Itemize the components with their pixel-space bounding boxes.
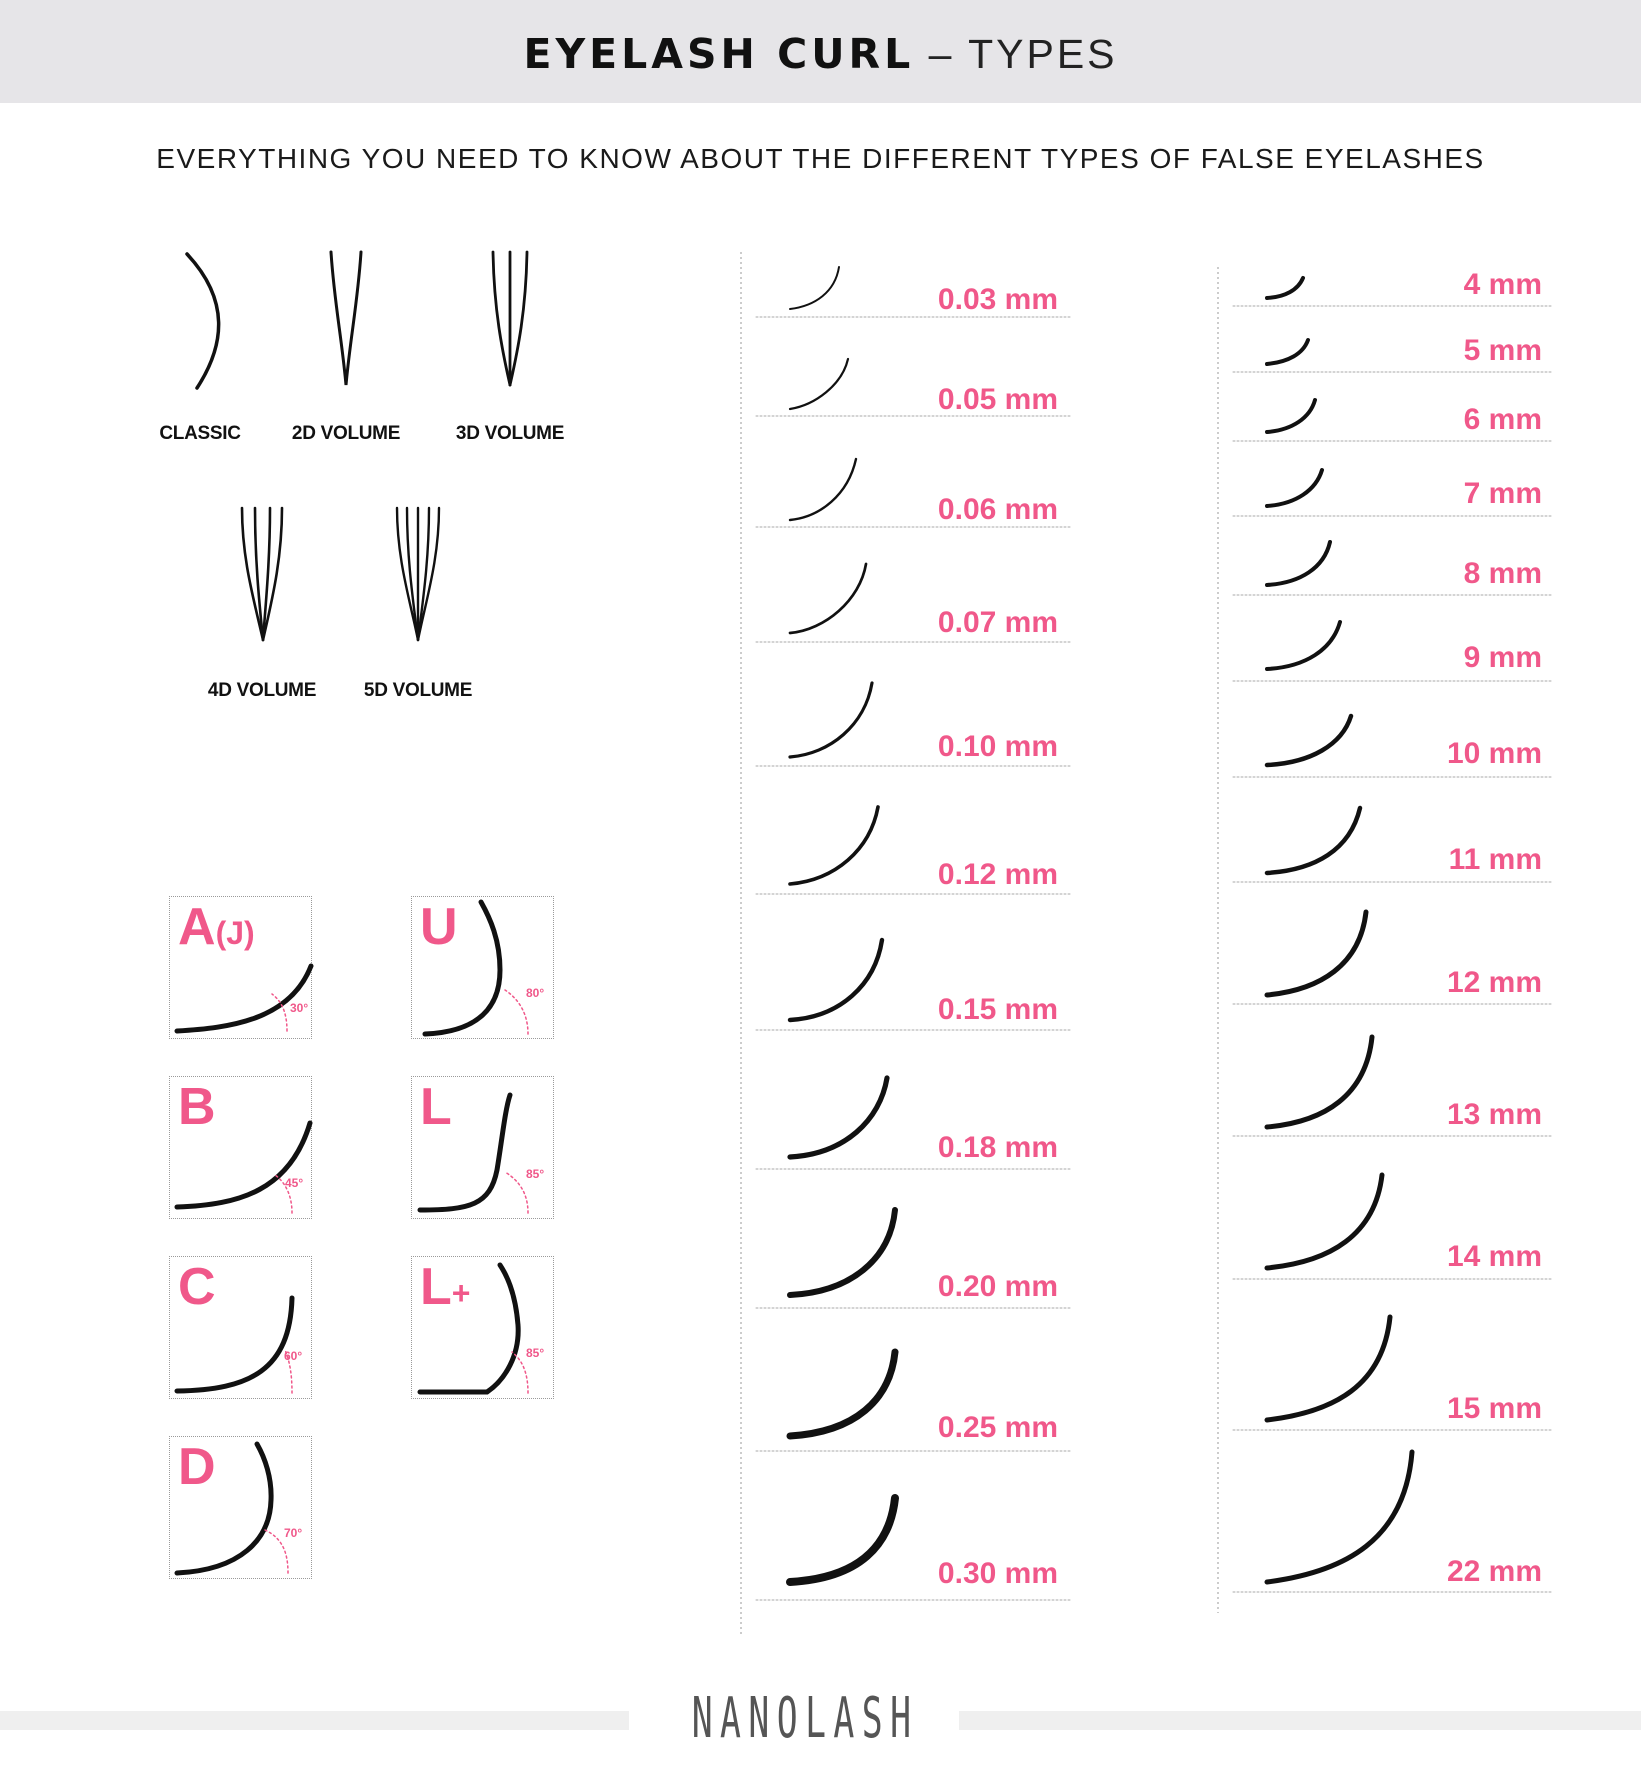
length-rows xyxy=(1233,278,1551,1592)
length-label: 10 mm xyxy=(1446,737,1542,770)
thickness-label: 0.30 mm xyxy=(937,1557,1058,1590)
length-label: 6 mm xyxy=(1463,403,1542,436)
classic-lash-icon xyxy=(187,254,219,388)
length-label: 4 mm xyxy=(1463,268,1542,301)
thickness-label: 0.25 mm xyxy=(937,1411,1058,1444)
curl-angle: 85° xyxy=(526,1167,545,1181)
curl-angle: 70° xyxy=(284,1526,303,1540)
lash-type-label-5d: 5D VOLUME xyxy=(363,680,473,701)
curl-letter: D xyxy=(178,1438,216,1496)
length-label: 14 mm xyxy=(1446,1240,1542,1273)
curl-angle: 85° xyxy=(526,1346,545,1360)
curl-a-shape xyxy=(177,966,311,1031)
curl-l-shape xyxy=(420,1095,528,1213)
length-label: 9 mm xyxy=(1463,641,1542,674)
lash-type-label-4d: 4D VOLUME xyxy=(207,680,317,701)
thickness-label: 0.05 mm xyxy=(937,383,1058,416)
footer-bar xyxy=(959,1711,1641,1730)
length-label: 8 mm xyxy=(1463,557,1542,590)
volume-2d-lash-icon xyxy=(331,252,361,385)
length-label: 22 mm xyxy=(1446,1555,1542,1588)
brand-logo: NANOLASH xyxy=(691,1686,919,1751)
title-bold: EYELASH CURL xyxy=(523,30,915,78)
curl-c-shape xyxy=(177,1298,292,1393)
lash-type-label-3d: 3D VOLUME xyxy=(455,423,565,444)
length-label: 7 mm xyxy=(1463,477,1542,510)
thickness-label: 0.10 mm xyxy=(937,730,1058,763)
volume-3d-lash-icon xyxy=(493,252,527,385)
length-label: 12 mm xyxy=(1446,966,1542,999)
page-subtitle: EVERYTHING YOU NEED TO KNOW ABOUT THE DIFFERENT TYPES OF FALSE EYELASHES xyxy=(156,143,1485,174)
footer-bar xyxy=(0,1711,629,1730)
curl-u-shape xyxy=(425,902,528,1034)
volume-4d-lash-icon xyxy=(242,508,282,640)
curl-l-plus-shape xyxy=(420,1265,528,1393)
length-label: 13 mm xyxy=(1446,1098,1542,1131)
thickness-label: 0.12 mm xyxy=(937,858,1058,891)
curl-letter: C xyxy=(178,1258,216,1316)
thickness-label: 0.15 mm xyxy=(937,993,1058,1026)
curl-angle: 45° xyxy=(285,1176,304,1190)
thickness-label: 0.07 mm xyxy=(937,606,1058,639)
curl-letter: B xyxy=(178,1078,216,1136)
length-label: 11 mm xyxy=(1448,843,1542,876)
thickness-rows xyxy=(756,267,1072,1600)
curl-angle: 30° xyxy=(290,1001,309,1015)
thickness-label: 0.18 mm xyxy=(937,1131,1058,1164)
lash-type-label-2d: 2D VOLUME xyxy=(291,423,401,444)
curl-b-shape xyxy=(177,1123,310,1213)
curl-letter: U xyxy=(420,898,458,956)
lash-type-label-classic: CLASSIC xyxy=(159,423,241,444)
curl-angle: 80° xyxy=(526,986,545,1000)
curl-letter: L xyxy=(420,1078,452,1136)
curl-d-shape xyxy=(177,1444,288,1573)
thickness-label: 0.06 mm xyxy=(937,493,1058,526)
length-label: 15 mm xyxy=(1446,1392,1542,1425)
length-label: 5 mm xyxy=(1463,334,1542,367)
volume-5d-lash-icon xyxy=(397,508,439,640)
curl-letter: L+ xyxy=(420,1258,471,1316)
curl-angle: 60° xyxy=(284,1349,303,1363)
thickness-label: 0.03 mm xyxy=(937,283,1058,316)
thickness-label: 0.20 mm xyxy=(937,1270,1058,1303)
curl-letter: A(J) xyxy=(178,898,255,956)
title-light: – TYPES xyxy=(928,31,1118,77)
